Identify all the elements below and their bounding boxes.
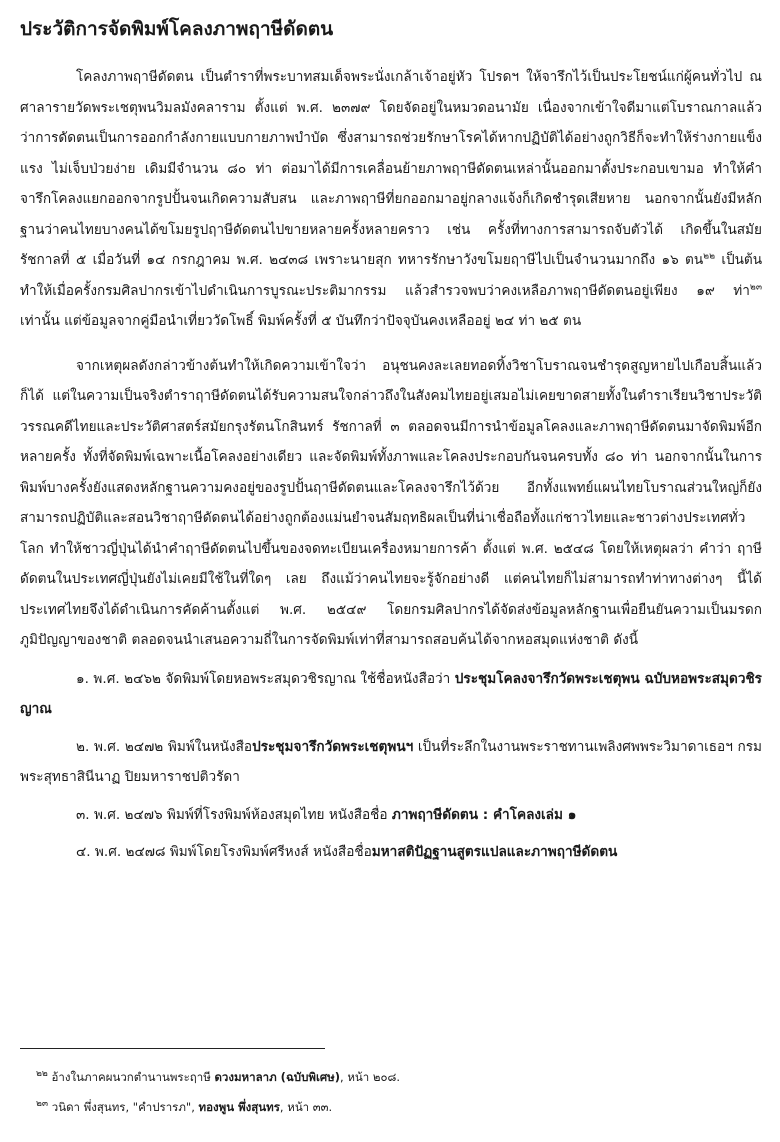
footnote-text: วนิดา พึ่งสุนทร, "คำปรารภ", bbox=[48, 1100, 199, 1114]
footnote-mark: ๒๓ bbox=[36, 1099, 49, 1110]
footnote-text: อ้างในภาคผนวกตำนานพระฤาษี bbox=[47, 1070, 215, 1084]
list-item bbox=[20, 837, 762, 868]
list-item-book-title: ภาพฤาษีดัดตน : คำโคลงเล่ม ๑ bbox=[391, 806, 577, 823]
footnote-ref-22: ๒๒ bbox=[703, 251, 716, 262]
list-item-text: พ.ศ. ๒๔๗๘ พิมพ์โดยโรงพิมพ์ศรีหงส์ หนังสือชื่อ bbox=[90, 844, 372, 860]
footnote-divider bbox=[20, 1048, 325, 1049]
list-item-text: พ.ศ. ๒๔๖๒ จัดพิมพ์โดยหอพระสมุดวชิรญาณ ใช้ชื่อหนังสือว่า bbox=[88, 670, 455, 687]
list-item-number: ๒. bbox=[76, 738, 90, 755]
footnote-page: , หน้า ๒๐๘. bbox=[340, 1070, 401, 1084]
footnote-ref-23: ๒๓ bbox=[749, 281, 762, 292]
footnote-source-title: ทองพูน พึ่งสุนทร bbox=[198, 1100, 280, 1114]
paragraph-1-part2: เป็นต้น ทำให้เมื่อครั้งกรมศิลปากรเข้าไปดำเนินการบูรณะประติมากรรม แล้วสำรวจพบว่าคงเหลือภาพฤาษีดัดตนอยู่เพียง ๑๙ ท่า bbox=[20, 252, 763, 299]
list-item-after: เป็นที่ระลึกในงานพระราชทานเพลิงศพพระวิมาดาเธอฯ กรมพระสุทธาสินีนาฏ ปิยมหาราชปติวรัดา bbox=[20, 738, 762, 785]
list-item-text: พ.ศ. ๒๔๗๖ พิมพ์ที่โรงพิมพ์ห้องสมุดไทย หนังสือชื่อ bbox=[89, 806, 392, 823]
list-item-book-title: ประชุมจารึกวัดพระเชตุพนฯ bbox=[252, 738, 414, 755]
paragraph-1-part3: เท่านั้น แต่ข้อมูลจากคู่มือนำเที่ยววัดโพธิ์ พิมพ์ครั้งที่ ๕ บันทึกว่าปัจจุบันคงเหลืออยู่ ๒๔ ท่า ๒๕ ตน bbox=[20, 313, 582, 329]
footnote-mark: ๒๒ bbox=[36, 1069, 48, 1080]
list-item-number: ๑. bbox=[76, 670, 89, 687]
footnote-page: , หน้า ๓๓. bbox=[279, 1100, 333, 1114]
list-item-book-title: มหาสติปัฏฐานสูตรแปลและภาพฤาษีดัดตน bbox=[371, 844, 618, 860]
paragraph-2: จากเหตุผลดังกล่าวข้างต้นทำให้เกิดความเข้าใจว่า อนุชนคงละเลยทอดทิ้งวิชาโบราณจนชำรุดสูญหายไปเกือบสิ้นแล้วก็ได้ แต่ในความเป็นจริงตำราฤาษีดัดตนได้รับความสนใจกล่าวถึงในสังคมไทยอยู่เสมอไม่เคยขาดสายทั้งในตำราเรียนวิชาประวัติวรรณคดีไทยและประวัติศาสตร์สมัยกรุงรัตนโกสินทร์ รัชกาลที่ ๓ ตลอดจนมีการนำข้อมูลโคลงและภาพฤาษีดัดตนมาจัดพิมพ์อีกหลายครั้ง ทั้งที่จัดพิมพ์เฉพาะเนื้อโคลงอย่างเดียว และจัดพิมพ์ทั้งภาพและโคลงประกอบกันจนครบทั้ง ๘๐ ท่า นอกจากนั้นในการพิมพ์บางครั้งยังแสดงหลักฐานความคงอยู่ของรูปปั้นฤาษีดัดตนและโคลงจารึกไว้ด้วย อีกทั้งแพทย์แผนไทยโบราณส่วนใหญ่ก็ยังสามารถปฏิบัติและสอนวิชาฤาษีดัดตนได้อย่างถูกต้องแม่นยำจนสัมฤทธิผลเป็นที่น่าเชื่อถือทั้งแก่ชาวไทยและชาวต่างประเทศทั่วโลก ทำให้ชาวญี่ปุ่นได้นำคำฤาษีดัดตนไปขึ้นของจดทะเบียนเครื่องหมายการค้า ตั้งแต่ พ.ศ. ๒๕๔๘ โดยให้เหตุผลว่า คำว่า ฤาษีดัดตนในประเทศญี่ปุ่นยังไม่เคยมีใช้ในที่ใดๆ เลย ถึงแม้ว่าคนไทยจะรู้จักอย่างดี แต่คนไทยก็ไม่สามารถทำท่าทางต่างๆ นี้ได้ ประเทศไทยจึงได้ดำเนินการคัดค้านตั้งแต่ พ.ศ. ๒๕๔๙ โดยกรมศิลปากรได้จัดส่งข้อมูลหลักฐานเพื่อยืนยันความเป็นมรดกภูมิปัญญาของชาติ ตลอดจนนำเสนอความถี่ในการจัดพิมพ์เท่าที่สามารถสอบค้นได้จากหอสมุดแห่งชาติ ดังนี้ bbox=[20, 357, 762, 648]
list-item-text: พ.ศ. ๒๔๗๒ พิมพ์ในหนังสือ bbox=[89, 738, 253, 755]
list-item bbox=[20, 732, 762, 793]
list-item-number: ๔. bbox=[76, 844, 91, 860]
footnote-source-title: ดวงมหาลาภ (ฉบับพิเศษ) bbox=[214, 1070, 341, 1084]
footnotes bbox=[20, 1062, 760, 1122]
footnote-23 bbox=[20, 1092, 760, 1122]
list-item bbox=[20, 664, 762, 725]
list-item bbox=[20, 800, 762, 831]
list-item-number: ๓. bbox=[76, 806, 90, 823]
page-title: ประวัติการจัดพิมพ์โคลงภาพฤาษีดัดตน bbox=[20, 18, 334, 40]
list-item-book-title: ประชุมโคลงจารึกวัดพระเชตุพน ฉบับหอพระสมุดวชิรญาณ bbox=[20, 670, 762, 717]
footnote-22 bbox=[20, 1062, 760, 1092]
publication-list bbox=[20, 664, 762, 868]
paragraph-1-part1: โคลงภาพฤาษีดัดตน เป็นตำราที่พระบาทสมเด็จพระนั่งเกล้าเจ้าอยู่หัว โปรดฯ ให้จารึกไว้เป็นประโยชน์แก่ผู้คนทั่วไป ณ ศาลารายวัดพระเชตุพนวิมลมังคลาราม ตั้งแต่ พ.ศ. ๒๓๗๙ โดยจัดอยู่ในหมวดอนามัย เนื่องจากเข้าใจดีมาแต่โบราณกาลแล้วว่าการดัดตนเป็นการออกกำลังกายแบบกายภาพบำบัด ซึ่งสามารถช่วยรักษาโรคได้หากปฏิบัติได้อย่างถูกวิธีก็จะทำให้ร่างกายแข็งแรง ไม่เจ็บป่วยง่าย เดิมมีจำนวน ๘๐ ท่า ต่อมาได้มีการเคลื่อนย้ายภาพฤาษีดัดตนเหล่านั้นออกมาตั้งประกอบเขามอ ทำให้คำจารึกโคลงแยกออกจากรูปปั้นจนเกิดความสับสน และภาพฤาษีที่ยกออกมาอยู่กลางแจ้งก็เกิดชำรุดเสียหาย นอกจากนั้นยังมีหลักฐานว่าคนไทยบางคนได้ขโมยรูปฤาษีดัดตนไปขายหลายครั้งหลายคราว เช่น ครั้งที่ทางการสามารถจับตัวได้ เกิดขึ้นในสมัยรัชกาลที่ ๕ เมื่อวันที่ ๑๔ กรกฎาคม พ.ศ. ๒๔๓๘ เพราะนายสุก ทหารรักษาวังขโมยฤาษีไปเป็นจำนวนมากถึง ๑๖ ตน bbox=[20, 69, 762, 268]
paragraph-1 bbox=[20, 62, 762, 337]
